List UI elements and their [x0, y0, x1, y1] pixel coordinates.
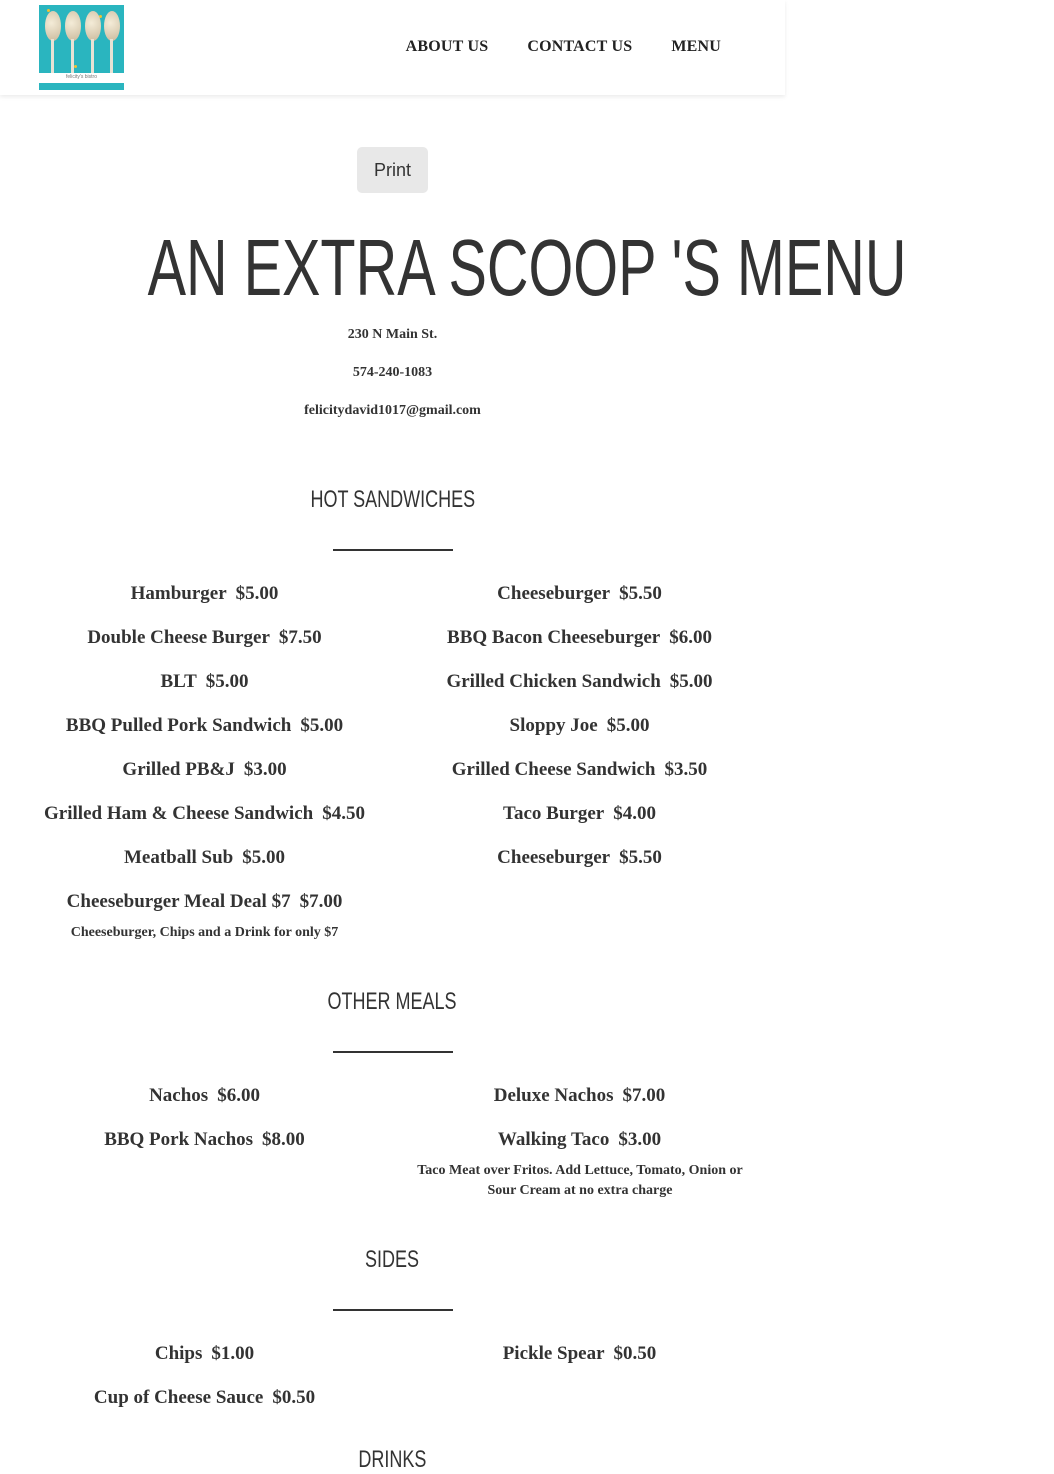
- menu-item-name: Nachos: [149, 1085, 209, 1106]
- menu-item: [12, 803, 397, 825]
- menu-item: [12, 1387, 397, 1409]
- menu-item: [12, 1129, 397, 1151]
- menu-item-description: Taco Meat over Fritos. Add Lettuce, Tomato, Onion or Sour Cream at no extra charge: [417, 1163, 743, 1198]
- menu-item-name: Hamburger: [130, 583, 227, 604]
- section-divider: [333, 1051, 453, 1053]
- menu-item: [12, 671, 397, 693]
- menu-item-name: BBQ Pulled Pork Sandwich: [65, 715, 292, 736]
- section-title-other-meals: [0, 988, 785, 1016]
- spoon-image: [65, 11, 81, 41]
- menu-item-name: Cheeseburger: [497, 583, 611, 604]
- main-nav: [406, 38, 721, 56]
- address-text: 230 N Main St.: [347, 327, 438, 342]
- spoon-image: [104, 11, 120, 41]
- site-logo[interactable]: [39, 5, 124, 90]
- menu-item-price: $5.00: [300, 715, 344, 736]
- menu-item-price: $5.00: [205, 671, 249, 692]
- nav-contact-us[interactable]: CONTACT US: [527, 38, 633, 55]
- menu-item-price: $3.50: [664, 759, 708, 780]
- section-title-text: DRINKS: [358, 1446, 427, 1473]
- menu-item: [12, 759, 397, 781]
- menu-item-price: $3.00: [243, 759, 287, 780]
- site-header: [0, 0, 785, 95]
- menu-item-name: Grilled Ham & Cheese Sandwich: [44, 803, 314, 824]
- menu-item-price: $0.50: [272, 1387, 316, 1408]
- menu-item: [387, 715, 772, 737]
- menu-item-name: Double Cheese Burger: [87, 627, 270, 648]
- menu-item: [12, 715, 397, 737]
- menu-item: [12, 627, 397, 649]
- menu-item-price: $7.00: [299, 891, 343, 912]
- section-title-text: HOT SANDWICHES: [310, 486, 475, 513]
- menu-item-name: Sloppy Joe: [509, 715, 598, 736]
- menu-item: [387, 1343, 772, 1365]
- email-text: felicitydavid1017@gmail.com: [304, 403, 481, 418]
- nav-menu[interactable]: MENU: [671, 38, 721, 55]
- menu-item: [387, 759, 772, 781]
- menu-item-name: Pickle Spear: [502, 1343, 605, 1364]
- menu-item-price: $5.00: [242, 847, 286, 868]
- menu-item-price: $4.50: [322, 803, 365, 824]
- menu-item: [387, 583, 772, 605]
- menu-item-price: $6.00: [669, 627, 712, 648]
- menu-item-name: Cup of Cheese Sauce: [93, 1387, 264, 1408]
- menu-item-price: $5.50: [619, 583, 662, 604]
- logo-text: felicity's bistro: [66, 74, 97, 80]
- menu-item-price: $5.00: [606, 715, 650, 736]
- page-title-text: AN EXTRA SCOOP 'S MENU: [147, 223, 907, 312]
- menu-item: [387, 847, 772, 869]
- menu-item-name: Grilled PB&J: [122, 759, 235, 780]
- menu-item-name: Taco Burger: [503, 803, 605, 824]
- menu-item-price: $5.00: [235, 583, 279, 604]
- menu-item-price: $3.00: [618, 1129, 662, 1150]
- section-divider: [333, 549, 453, 551]
- menu-item: [12, 847, 397, 869]
- menu-item-description: Cheeseburger, Chips and a Drink for only $7: [70, 925, 339, 940]
- section-title-text: SIDES: [365, 1246, 420, 1273]
- menu-item-name: Walking Taco: [497, 1129, 610, 1150]
- menu-item-price: $5.50: [619, 847, 662, 868]
- menu-item-name: Cheeseburger: [497, 847, 611, 868]
- menu-item-name: Chips: [154, 1343, 203, 1364]
- section-title-drinks: [0, 1446, 785, 1474]
- menu-item: [387, 1129, 772, 1151]
- menu-item: [387, 671, 772, 693]
- menu-item-price: $7.50: [278, 627, 322, 648]
- menu-item: [12, 583, 397, 605]
- menu-item-price: $0.50: [613, 1343, 657, 1364]
- menu-item-name: BBQ Bacon Cheeseburger: [447, 627, 661, 648]
- section-title-hot-sandwiches: [0, 486, 785, 514]
- print-button[interactable]: Print: [357, 147, 428, 193]
- section-title-text: OTHER MEALS: [327, 988, 458, 1015]
- menu-item-name: Deluxe Nachos: [493, 1085, 614, 1106]
- menu-item: [387, 803, 772, 825]
- spoon-image: [85, 11, 101, 41]
- menu-item-name: Meatball Sub: [123, 847, 234, 868]
- menu-item: [12, 1085, 397, 1107]
- menu-item: [12, 891, 397, 913]
- menu-item: [12, 1343, 397, 1365]
- menu-item-price: $7.00: [622, 1085, 666, 1106]
- phone-text: 574-240-1083: [352, 365, 433, 380]
- nav-about-us[interactable]: ABOUT US: [405, 38, 489, 55]
- menu-item: [387, 1085, 772, 1107]
- menu-item-name: BBQ Pork Nachos: [104, 1129, 254, 1150]
- menu-item-name: Cheeseburger Meal Deal $7: [66, 891, 291, 912]
- section-title-sides: [0, 1246, 785, 1274]
- section-divider: [333, 1309, 453, 1311]
- page-title: [0, 222, 907, 314]
- menu-item-price: $1.00: [211, 1343, 255, 1364]
- menu-item-name: Grilled Cheese Sandwich: [451, 759, 656, 780]
- menu-item-name: Grilled Chicken Sandwich: [446, 671, 661, 692]
- menu-item-price: $6.00: [217, 1085, 260, 1106]
- menu-item-price: $8.00: [262, 1129, 305, 1150]
- menu-item-price: $4.00: [613, 803, 656, 824]
- menu-item-name: BLT: [160, 671, 197, 692]
- sprinkle-decoration: [74, 65, 77, 68]
- menu-item-price: $5.00: [669, 671, 713, 692]
- menu-item: [387, 627, 772, 649]
- spoon-image: [45, 11, 61, 41]
